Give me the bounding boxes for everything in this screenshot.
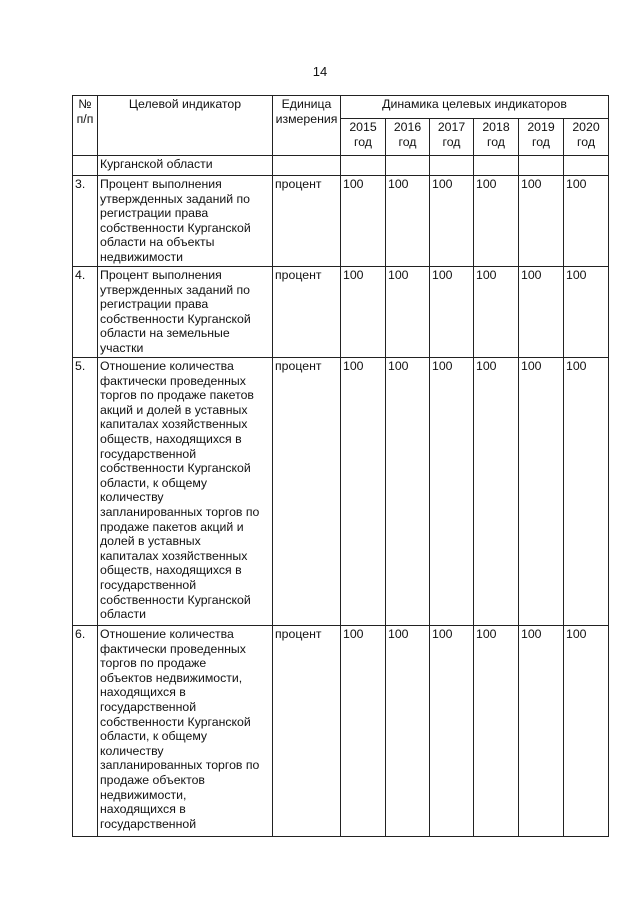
row-value: 100 <box>341 176 386 267</box>
row-value: 100 <box>430 358 474 626</box>
row-unit: процент <box>273 267 341 358</box>
row-number: 3. <box>73 176 98 267</box>
row-value: 100 <box>341 358 386 626</box>
row-value: 100 <box>564 626 609 837</box>
row-value: 100 <box>519 176 564 267</box>
header-year: 2015 год <box>341 119 386 156</box>
table-row <box>73 156 609 176</box>
header-indicator: Целевой индикатор <box>98 96 273 156</box>
row-value: 100 <box>564 267 609 358</box>
header-dynamics: Динамика целевых индикаторов <box>341 96 609 119</box>
row-value: 100 <box>519 626 564 837</box>
header-year: 2017 год <box>430 119 474 156</box>
table-row <box>73 267 609 358</box>
row-indicator: Отношение количества фактически проведенных торгов по продаже объектов недвижимости, находящихся в государственной собственности Курганской области, к общему количеству запланированных торгов по продаже объектов недвижимости, находящихся в государственной <box>98 626 273 837</box>
header-year: 2019 год <box>519 119 564 156</box>
header-unit: Единица измерения <box>273 96 341 156</box>
row-value: 100 <box>386 267 430 358</box>
header-number: № п/п <box>73 96 98 156</box>
header-year: 2018 год <box>474 119 519 156</box>
row-indicator: Отношение количества фактически проведенных торгов по продаже пакетов акций и долей в уставных капиталах хозяйственных обществ, находящихся в государственной собственности Курганской области, к общему количеству запланированных торгов по продаже пакетов акций и долей в уставных капиталах хозяйственных обществ, находящихся в государственной собственности Курганской области <box>98 358 273 626</box>
row-number <box>73 156 98 176</box>
row-value: 100 <box>474 358 519 626</box>
row-value: 100 <box>341 626 386 837</box>
row-value <box>564 156 609 176</box>
row-indicator: Процент выполнения утвержденных заданий по регистрации права собственности Курганской области на объекты недвижимости <box>98 176 273 267</box>
row-value: 100 <box>386 358 430 626</box>
row-value: 100 <box>564 358 609 626</box>
row-value: 100 <box>474 176 519 267</box>
table-row <box>73 176 609 267</box>
row-unit <box>273 156 341 176</box>
row-value: 100 <box>430 626 474 837</box>
row-value <box>386 156 430 176</box>
row-value: 100 <box>430 176 474 267</box>
row-indicator: Процент выполнения утвержденных заданий по регистрации права собственности Курганской области на земельные участки <box>98 267 273 358</box>
target-indicators-table <box>72 95 609 837</box>
row-value: 100 <box>386 626 430 837</box>
table-row <box>73 358 609 626</box>
row-number: 6. <box>73 626 98 837</box>
row-value: 100 <box>564 176 609 267</box>
page-number: 14 <box>312 64 328 79</box>
row-value: 100 <box>519 358 564 626</box>
row-indicator: Курганской области <box>98 156 273 176</box>
row-value: 100 <box>386 176 430 267</box>
row-number: 4. <box>73 267 98 358</box>
row-value <box>341 156 386 176</box>
row-value <box>430 156 474 176</box>
row-value <box>519 156 564 176</box>
header-year: 2016 год <box>386 119 430 156</box>
table-header-row <box>73 96 609 119</box>
row-value: 100 <box>474 626 519 837</box>
row-number: 5. <box>73 358 98 626</box>
row-value: 100 <box>474 267 519 358</box>
row-value <box>474 156 519 176</box>
row-unit: процент <box>273 626 341 837</box>
row-value: 100 <box>430 267 474 358</box>
row-unit: процент <box>273 176 341 267</box>
row-unit: процент <box>273 358 341 626</box>
header-year: 2020 год <box>564 119 609 156</box>
row-value: 100 <box>519 267 564 358</box>
row-value: 100 <box>341 267 386 358</box>
table-row <box>73 626 609 837</box>
